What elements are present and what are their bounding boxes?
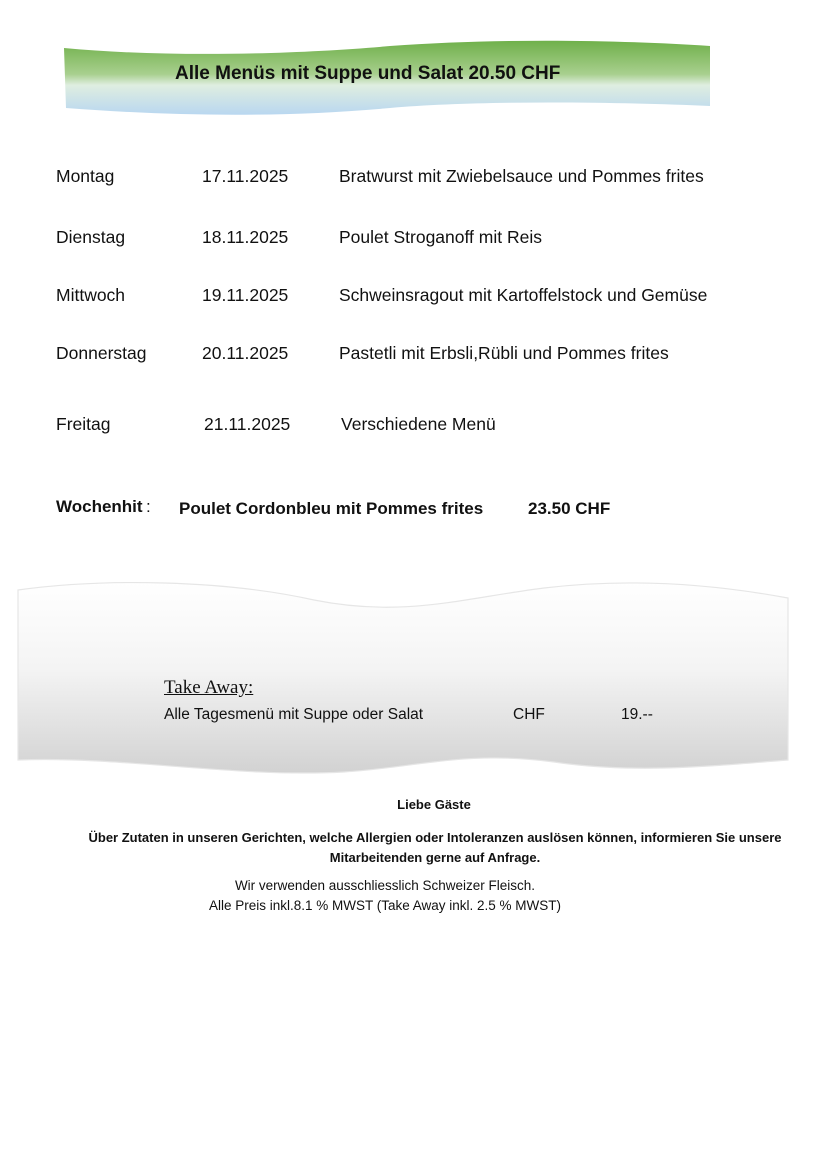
- weekly-hit-label: Wochenhit: [56, 497, 143, 516]
- day-date: 18.11.2025: [202, 227, 289, 247]
- vat-note: Alle Preis inkl.8.1 % MWST (Take Away inkl. 2.5 % MWST): [208, 898, 562, 913]
- take-away-title: Take Away:: [164, 677, 254, 698]
- take-away-wave-box: [14, 578, 794, 778]
- weekly-hit-colon: :: [146, 497, 151, 516]
- day-label: Donnerstag: [56, 343, 147, 363]
- day-dish: Verschiedene Menü: [341, 414, 496, 434]
- allergy-notice: Über Zutaten in unseren Gerichten, welche Allergien oder Intoleranzen auslösen können, informieren Sie unsere Mitarbeitenden gerne auf Anfrage.: [88, 830, 782, 865]
- day-dish: Poulet Stroganoff mit Reis: [339, 227, 542, 247]
- day-label: Mittwoch: [56, 285, 126, 305]
- day-date: 17.11.2025: [202, 166, 289, 186]
- take-away-price: 19.--: [621, 706, 653, 723]
- weekly-hit-price: 23.50 CHF: [528, 499, 611, 518]
- day-label: Dienstag: [56, 227, 126, 247]
- take-away-description: Alle Tagesmenü mit Suppe oder Salat: [164, 706, 424, 723]
- take-away-currency: CHF: [513, 706, 545, 723]
- day-dish: Pastetli mit Erbsli,Rübli und Pommes frites: [339, 343, 669, 363]
- day-dish: Bratwurst mit Zwiebelsauce und Pommes frites: [339, 166, 704, 186]
- banner-title: Alle Menüs mit Suppe und Salat 20.50 CHF: [175, 63, 561, 84]
- meat-origin-note: Wir verwenden ausschliesslich Schweizer Fleisch.: [234, 878, 536, 893]
- guests-greeting: Liebe Gäste: [397, 797, 471, 812]
- weekly-hit-dish: Poulet Cordonbleu mit Pommes frites: [179, 499, 484, 518]
- day-dish: Schweinsragout mit Kartoffelstock und Gemüse: [339, 285, 708, 305]
- day-label: Freitag: [56, 414, 111, 434]
- day-date: 21.11.2025: [204, 414, 291, 434]
- day-label: Montag: [56, 166, 115, 186]
- day-date: 19.11.2025: [202, 285, 289, 305]
- day-date: 20.11.2025: [202, 343, 289, 363]
